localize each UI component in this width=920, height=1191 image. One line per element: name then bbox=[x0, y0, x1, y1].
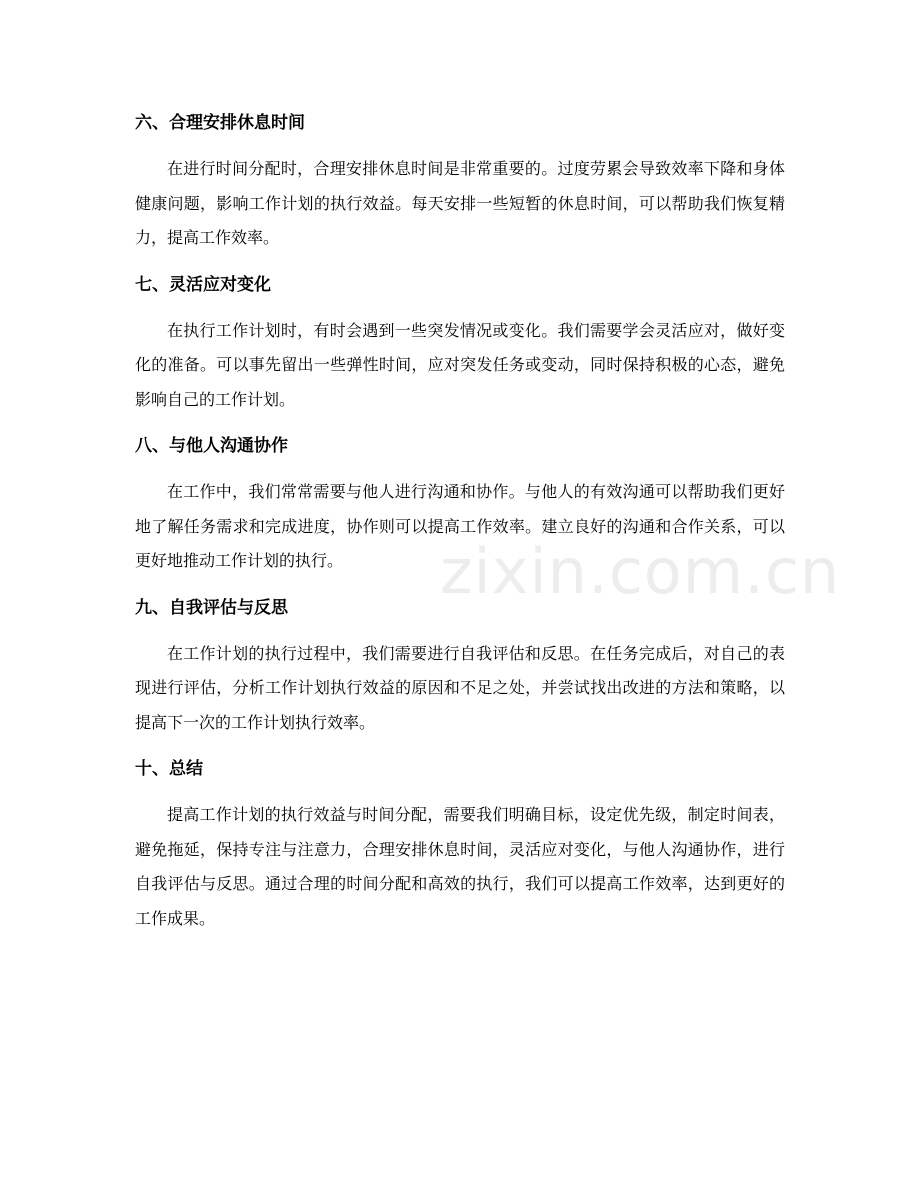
section-rest-time bbox=[135, 106, 785, 256]
section-self-evaluation bbox=[135, 591, 785, 741]
section-heading: 十、总结 bbox=[135, 759, 203, 779]
section-communication bbox=[135, 429, 785, 579]
section-flexible-response bbox=[135, 268, 785, 418]
watermark: zixin.com.cn bbox=[440, 535, 841, 608]
section-heading: 六、合理安排休息时间 bbox=[135, 113, 305, 133]
section-paragraph: 提高工作计划的执行效益与时间分配，需要我们明确目标，设定优先级，制定时间表，避免拖延，保持专注与注意力，合理安排休息时间，灵活应对变化，与他人沟通协作，进行自我评估与反思。通过合理的时间分配和高效的执行，我们可以提高工作效率，达到更好的工作成果。 bbox=[135, 805, 785, 928]
section-paragraph: 在进行时间分配时，合理安排休息时间是非常重要的。过度劳累会导致效率下降和身体健康问题，影响工作计划的执行效益。每天安排一些短暂的休息时间，可以帮助我们恢复精力，提高工作效率。 bbox=[135, 159, 785, 247]
section-heading: 七、灵活应对变化 bbox=[135, 274, 271, 295]
section-heading: 八、与他人沟通协作 bbox=[135, 436, 288, 456]
section-heading: 九、自我评估与反思 bbox=[135, 597, 288, 618]
section-paragraph: 在工作中，我们常常需要与他人进行沟通和协作。与他人的有效沟通可以帮助我们更好地了解任务需求和完成进度，协作则可以提高工作效率。建立良好的沟通和合作关系，可以更好地推动工作计划的执行。 bbox=[135, 482, 785, 570]
section-paragraph: 在工作计划的执行过程中，我们需要进行自我评估和反思。在任务完成后，对自己的表现进行评估，分析工作计划执行效益的原因和不足之处，并尝试找出改进的方法和策略，以提高下一次的工作计划执行效率。 bbox=[135, 643, 785, 732]
document-content bbox=[135, 106, 785, 948]
section-summary bbox=[135, 752, 785, 936]
section-paragraph: 在执行工作计划时，有时会遇到一些突发情况或变化。我们需要学会灵活应对，做好变化的准备。可以事先留出一些弹性时间，应对突发任务或变动，同时保持积极的心态，避免影响自己的工作计划。 bbox=[135, 320, 785, 409]
